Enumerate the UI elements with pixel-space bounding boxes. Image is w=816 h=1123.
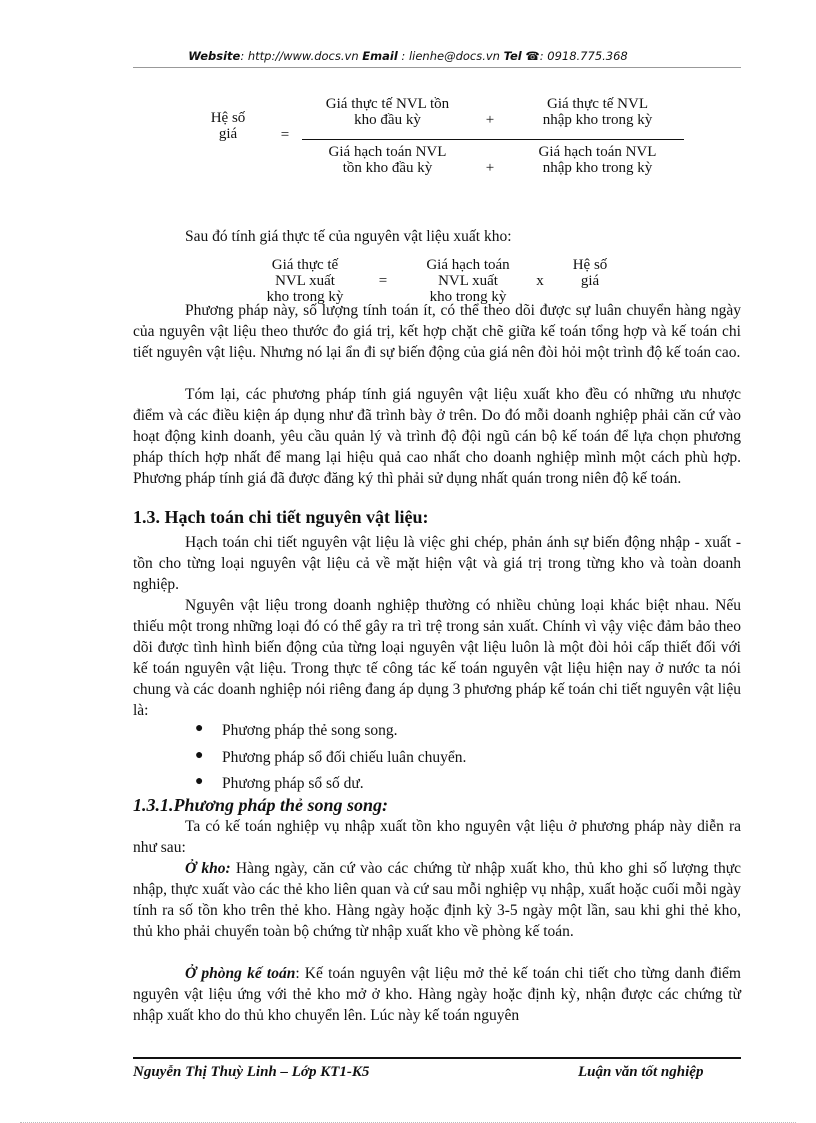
intro-paragraph: Sau đó tính giá thực tế của nguyên vật liệu xuất kho: bbox=[185, 228, 512, 245]
phone-icon: ☎ bbox=[525, 49, 540, 63]
formula1-den-b-line1: Giá hạch toán NVL bbox=[538, 144, 657, 160]
paragraph-method-summary: Phương pháp này, số lượng tính toán ít, có thể theo dõi được sự luân chuyển hàng ngày của nguyên vật liệu theo thước đo giá trị, kết hợp chặt chẽ giữa kế toán tổng hợp và kế toán chi tiết nguyên vật liệu. Nhưng nó lại ẩn đi sự biến động của giá nên đòi hỏi một trình độ kế toán cao. bbox=[133, 302, 741, 361]
website-label: Website bbox=[188, 49, 241, 63]
formula1-left-line2: giá bbox=[218, 126, 238, 142]
formula1-den-a bbox=[300, 144, 475, 176]
formula1-num-b-line2: nhập kho trong kỳ bbox=[542, 112, 653, 128]
formula2-a-line1: Giá thực tế bbox=[271, 257, 339, 273]
formula2-c bbox=[555, 257, 625, 289]
formula1-den-b-line2: nhập kho trong kỳ bbox=[542, 160, 653, 176]
footer-doc-type: Luận văn tốt nghiệp bbox=[578, 1064, 704, 1080]
formula1-den-b bbox=[510, 144, 685, 176]
section-heading-1-3-1: 1.3.1.Phương pháp thẻ song song: bbox=[133, 795, 388, 815]
warehouse-label: Ở kho: bbox=[185, 860, 231, 877]
list-item-label: Phương pháp thẻ song song. bbox=[222, 722, 398, 739]
website-value[interactable]: : http://www.docs.vn bbox=[240, 49, 359, 63]
warehouse-text: Hàng ngày, căn cứ vào các chứng từ nhập xuất kho, thủ kho ghi số lượng thực nhập, thực xuất vào các thẻ kho liên quan và cứ sau mỗi nghiệp vụ nhập, xuất hoặc cuối mỗi ngày tính ra số tồn kho trên thẻ kho. Hàng ngày hoặc định kỳ 3-5 ngày một lần, sau khi ghi thẻ kho, thủ kho phải chuyển toàn bộ chứng từ nhập xuất kho về phòng kế toán. bbox=[133, 860, 741, 940]
formula1-left bbox=[193, 110, 263, 142]
formula1-num-a-line1: Giá thực tế NVL tồn bbox=[325, 96, 450, 112]
paragraph-detail-accounting: Hạch toán chi tiết nguyên vật liệu là việc ghi chép, phản ánh sự biến động nhập - xuất - tồn cho từng loại nguyên vật liệu cả về mặt hiện vật và giá trị trong từng kho và toàn doanh nghiệp. bbox=[133, 534, 741, 593]
formula1-den-plus: + bbox=[485, 160, 495, 176]
paragraph-accounting-dept bbox=[133, 963, 741, 1026]
paragraph-intro-method: Ta có kế toán nghiệp vụ nhập xuất tồn kho nguyên vật liệu ở phương pháp này diễn ra như sau: bbox=[133, 818, 741, 856]
accounting-dept-label: Ở phòng kế toán bbox=[185, 965, 296, 982]
bullet-icon: ● bbox=[195, 774, 204, 789]
section-heading-1-3: 1.3. Hạch toán chi tiết nguyên vật liệu: bbox=[133, 507, 429, 527]
footer-divider bbox=[133, 1057, 741, 1059]
formula2-times: x bbox=[536, 273, 544, 289]
tel-value: : 0918.775.368 bbox=[539, 49, 628, 63]
paragraph-material-types: Nguyên vật liệu trong doanh nghiệp thường có nhiều chủng loại khác biệt nhau. Nếu thiếu một trong những loại đó có thể gây ra trì trệ trong sản xuất. Chính vì vậy việc đảm bảo theo dõi được tình hình biến động của từng loại nguyên vật liệu luôn là một đòi hỏi cấp thiết đối với kế toán nguyên vật liệu. Trong thực tế công tác kế toán nguyên vật liệu hiện nay ở nước ta nói chung và các doanh nghiệp nói riêng đang áp dụng 3 phương pháp kế toán chi tiết nguyên vật liệu là: bbox=[133, 597, 741, 719]
paragraph-warehouse bbox=[133, 858, 741, 942]
paragraph-conclusion: Tóm lại, các phương pháp tính giá nguyên vật liệu xuất kho đều có những ưu nhược điểm và các điều kiện áp dụng như đã trình bày ở trên. Do đó mỗi doanh nghiệp phải căn cứ vào hoạt động kinh doanh, yêu cầu quản lý và trình độ đội ngũ cán bộ kế toán để lựa chọn phương pháp thích hợp nhất để mang lại hiệu quả cao nhất cho doanh nghiệp mình một cách phù hợp. Phương pháp tính giá đã được đăng ký thì phải sử dụng nhất quán trong niên độ kế toán. bbox=[133, 386, 741, 487]
formula2-b-line1: Giá hạch toán bbox=[426, 257, 510, 273]
formula1-num-plus: + bbox=[485, 112, 495, 128]
formula2-a bbox=[250, 257, 360, 305]
formula1-num-a bbox=[300, 96, 475, 128]
email-value[interactable]: : lienhe@docs.vn bbox=[401, 49, 500, 63]
tel-label: Tel bbox=[503, 49, 522, 63]
footer-author: Nguyễn Thị Thuỳ Linh – Lớp KT1-K5 bbox=[133, 1064, 370, 1080]
page-header bbox=[0, 49, 816, 63]
formula2-a-line3: kho trong kỳ bbox=[266, 289, 344, 305]
formula2-b-line2: NVL xuất bbox=[438, 273, 498, 289]
formula2-a-line2: NVL xuất bbox=[275, 273, 335, 289]
accounting-dept-text: : Kế toán nguyên vật liệu mở thẻ kế toán chi tiết cho từng danh điểm nguyên vật liệu ứng với thẻ kho mở ở kho. Hàng ngày hoặc định kỳ, nhận được các chứng từ nhập xuất kho do thủ kho chuyển lên. Lúc này kế toán nguyên bbox=[133, 965, 741, 1024]
formula1-num-b bbox=[510, 96, 685, 128]
formula1-den-a-line2: tồn kho đầu kỳ bbox=[342, 160, 433, 176]
list-item-label: Phương pháp sổ số dư. bbox=[222, 775, 364, 792]
formula2-c-line1: Hệ số bbox=[572, 257, 608, 273]
formula1-num-a-line2: kho đầu kỳ bbox=[354, 112, 421, 128]
bullet-icon: ● bbox=[195, 748, 204, 763]
header-divider bbox=[133, 67, 741, 68]
formula1-left-line1: Hệ số bbox=[210, 110, 246, 126]
formula1-equals: = bbox=[280, 127, 290, 143]
bullet-icon: ● bbox=[195, 721, 204, 736]
formula1-num-b-line1: Giá thực tế NVL bbox=[546, 96, 648, 112]
formula2-c-line2: giá bbox=[580, 273, 600, 289]
email-label: Email bbox=[362, 49, 398, 63]
list-item-label: Phương pháp sổ đối chiếu luân chuyển. bbox=[222, 749, 467, 766]
formula1-den-a-line1: Giá hạch toán NVL bbox=[328, 144, 447, 160]
formula1-fraction-bar bbox=[302, 139, 684, 140]
formula2-equals: = bbox=[378, 273, 388, 289]
formula2-b bbox=[408, 257, 528, 305]
formula2-b-line3: kho trong kỳ bbox=[429, 289, 507, 305]
